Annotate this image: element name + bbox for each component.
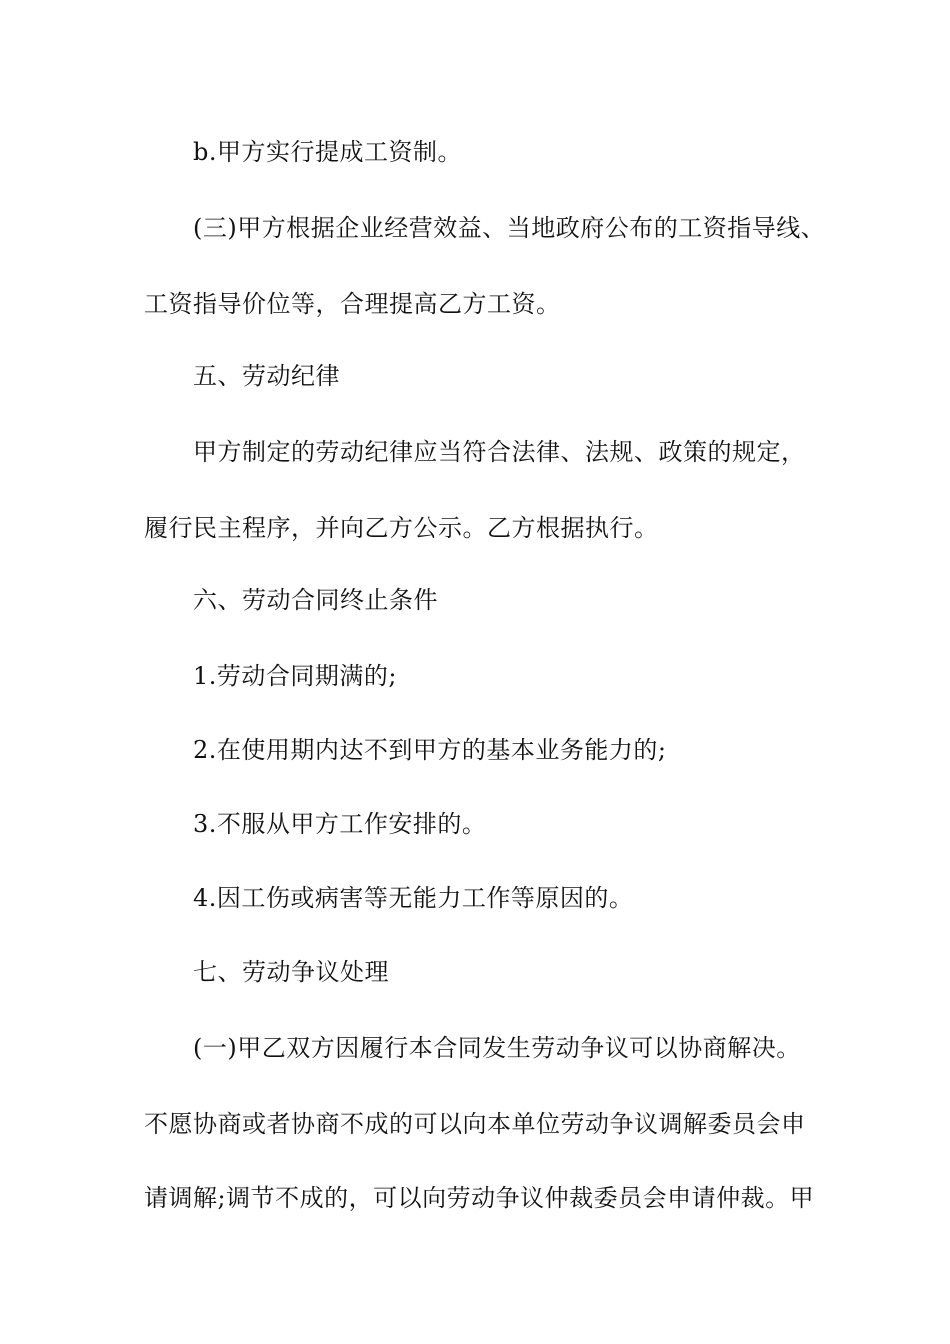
paragraph-line: 工资指导价位等，合理提高乙方工资。 <box>144 290 561 318</box>
paragraph-line: (一)甲乙双方因履行本合同发生劳动争议可以协商解决。 <box>193 1034 801 1062</box>
list-item: 1.劳动合同期满的; <box>193 662 397 690</box>
list-item: 4.因工伤或病害等无能力工作等原因的。 <box>193 884 634 912</box>
list-item: 2.在使用期内达不到甲方的基本业务能力的; <box>193 736 667 764</box>
paragraph-line: b.甲方实行提成工资制。 <box>193 138 462 166</box>
section-heading: 六、劳动合同终止条件 <box>193 586 438 614</box>
section-heading: 五、劳动纪律 <box>193 362 340 390</box>
paragraph-line: 履行民主程序，并向乙方公示。乙方根据执行。 <box>144 514 659 542</box>
list-item: 3.不服从甲方工作安排的。 <box>193 810 487 838</box>
paragraph-line: 请调解;调节不成的，可以向劳动争议仲裁委员会申请仲裁。甲 <box>144 1184 815 1212</box>
paragraph-line: 甲方制定的劳动纪律应当符合法律、法规、政策的规定， <box>193 438 806 466</box>
paragraph-line: 不愿协商或者协商不成的可以向本单位劳动争议调解委员会申 <box>144 1110 806 1138</box>
section-heading: 七、劳动争议处理 <box>193 958 389 986</box>
paragraph-line: (三)甲方根据企业经营效益、当地政府公布的工资指导线、 <box>193 214 826 242</box>
